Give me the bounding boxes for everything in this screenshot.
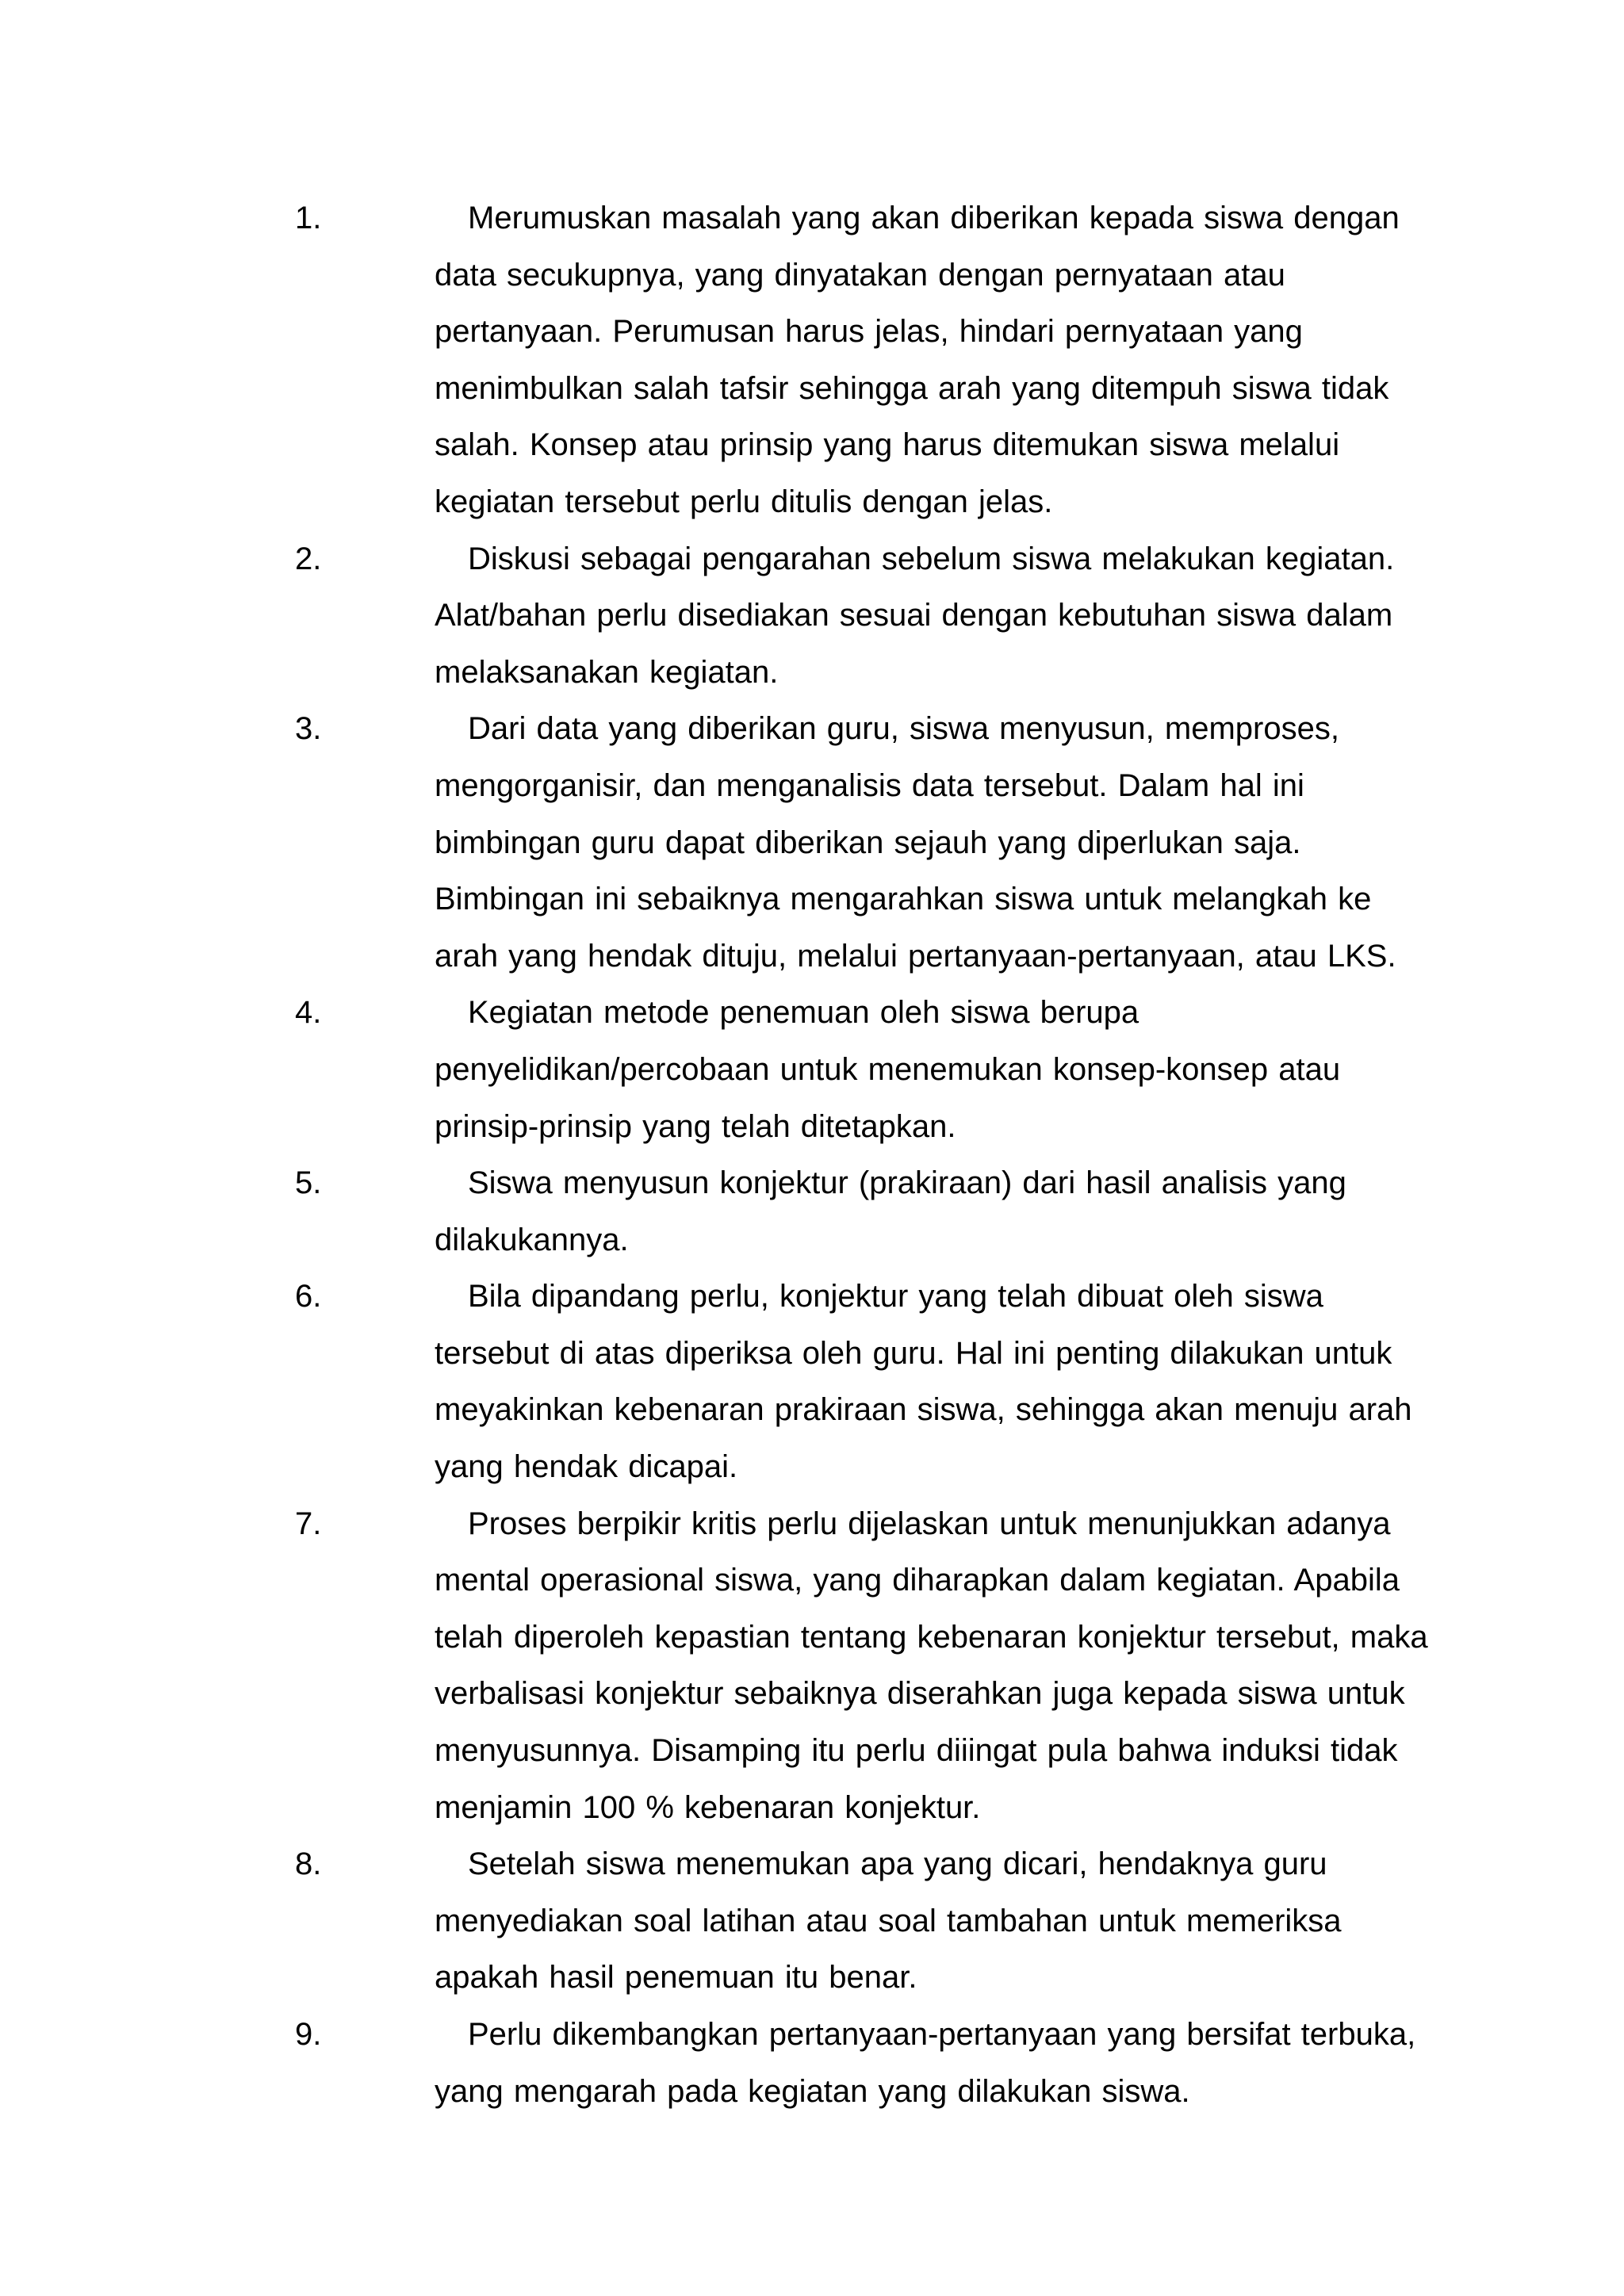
list-item-text: Diskusi sebagai pengarahan sebelum siswa melakukan kegiatan. Alat/bahan perlu disediakan sesuai dengan kebutuhan siswa dalam melaksanakan kegiatan.	[435, 541, 1395, 690]
list-item-number: 6.	[295, 1279, 322, 1314]
list-item-text: Siswa menyusun konjektur (prakiraan) dari hasil analisis yang dilakukannya.	[435, 1165, 1346, 1257]
list-item-number: 9.	[295, 2017, 322, 2052]
list-item-number: 7.	[295, 1506, 322, 1541]
list-item-number: 3.	[295, 711, 322, 747]
list-item-number: 8.	[295, 1846, 322, 1882]
list-item	[295, 1155, 1437, 1269]
list-item	[295, 190, 1437, 531]
list-item-number: 5.	[295, 1165, 322, 1201]
list-item	[295, 2007, 1437, 2120]
numbered-list	[295, 190, 1437, 2120]
list-item	[295, 1496, 1437, 1837]
list-item-number: 2.	[295, 541, 322, 576]
list-item	[295, 701, 1437, 985]
list-item-text: Proses berpikir kritis perlu dijelaskan untuk menunjukkan adanya mental operasional siswa, yang diharapkan dalam kegiatan. Apabila telah diperoleh kepastian tentang kebenaran konjektur tersebut, maka verbalisasi konjektur sebaiknya diserahkan juga kepada siswa untuk menyusunnya. Disamping itu perlu diiingat pula bahwa induksi tidak menjamin 100 % kebenaran konjektur.	[435, 1506, 1428, 1825]
list-item	[295, 985, 1437, 1155]
list-item-text: Setelah siswa menemukan apa yang dicari, hendaknya guru menyediakan soal latihan atau soal tambahan untuk memeriksa apakah hasil penemuan itu benar.	[435, 1846, 1342, 1996]
list-item	[295, 1836, 1437, 2007]
list-item	[295, 1269, 1437, 1495]
list-item-number: 1.	[295, 201, 322, 235]
list-item-text: Kegiatan metode penemuan oleh siswa berupa penyelidikan/percobaan untuk menemukan konsep-konsep atau prinsip-prinsip yang telah ditetapkan.	[435, 995, 1341, 1144]
list-item-text: Perlu dikembangkan pertanyaan-pertanyaan yang bersifat terbuka, yang mengarah pada kegiatan yang dilakukan siswa.	[435, 2017, 1416, 2109]
list-item-text: Bila dipandang perlu, konjektur yang telah dibuat oleh siswa tersebut di atas diperiksa oleh guru. Hal ini penting dilakukan untuk meyakinkan kebenaran prakiraan siswa, sehingga akan menuju arah yang hendak dicapai.	[435, 1279, 1412, 1485]
list-item-number: 4.	[295, 995, 322, 1031]
list-item-text: Dari data yang diberikan guru, siswa menyusun, memproses, mengorganisir, dan menganalisis data tersebut. Dalam hal ini bimbingan guru dapat diberikan sejauh yang diperlukan saja. Bimbingan ini sebaiknya mengarahkan siswa untuk melangkah ke arah yang hendak dituju, melalui pertanyaan-pertanyaan, atau LKS.	[435, 711, 1396, 974]
list-item	[295, 531, 1437, 702]
list-item-text: Merumuskan masalah yang akan diberikan kepada siswa dengan data secukupnya, yang dinyatakan dengan pernyataan atau pertanyaan. Perumusan harus jelas, hindari pernyataan yang menimbulkan salah tafsir sehingga arah yang ditempuh siswa tidak salah. Konsep atau prinsip yang harus ditemukan siswa melalui kegiatan tersebut perlu ditulis dengan jelas.	[435, 201, 1400, 519]
